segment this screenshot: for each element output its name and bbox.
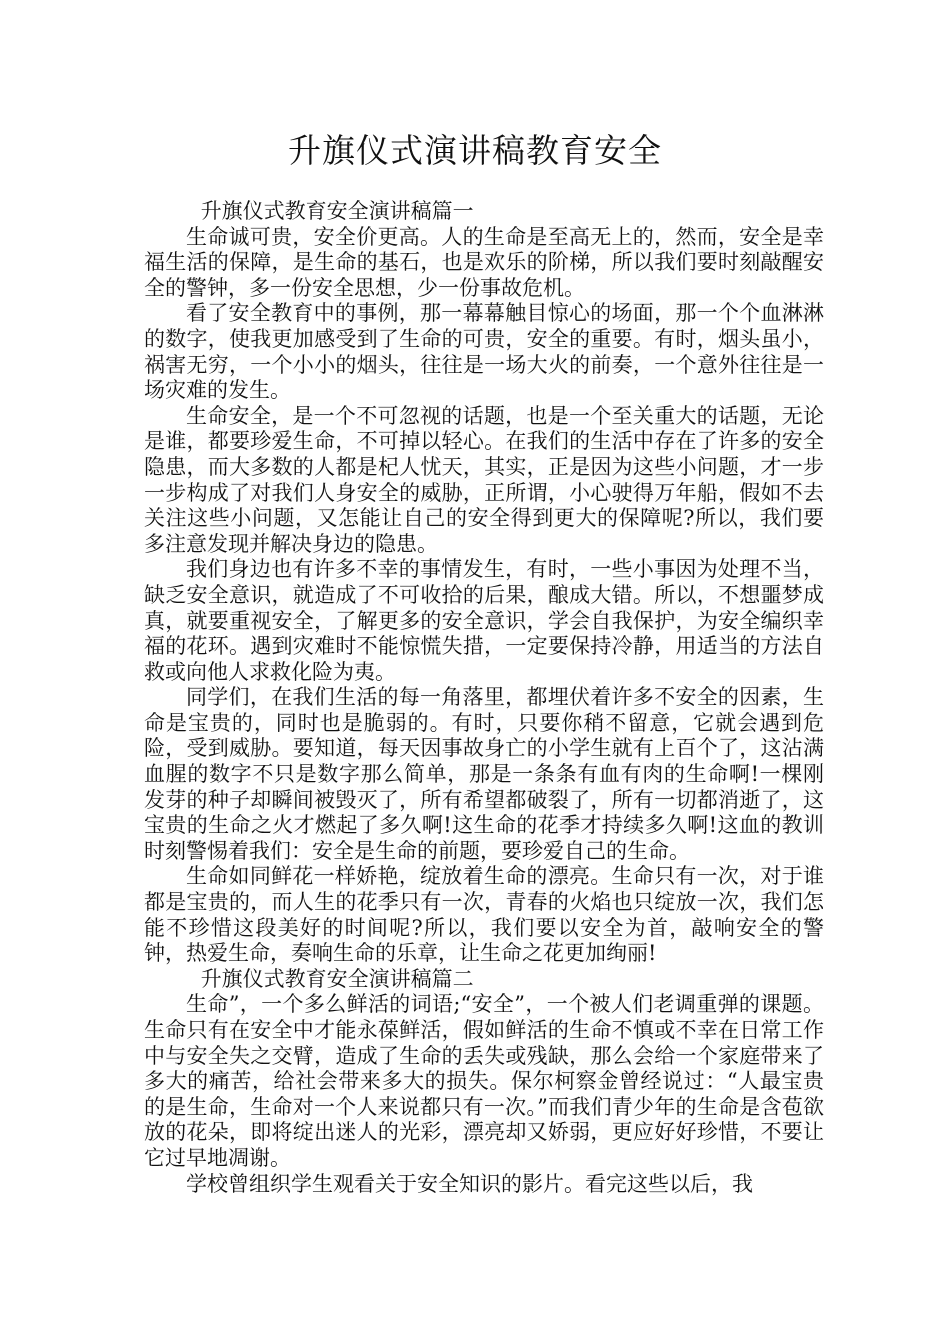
section-heading: 升旗仪式教育安全演讲稿篇二: [200, 966, 474, 991]
paragraph: 生命安全，是一个不可忽视的话题，也是一个至关重大的话题，无论是谁，都要珍爱生命，不可掉以轻心。在我们的生活中存在了许多的安全隐患，而大多数的人都是杞人忧天，其实，正是因为这些小问题，才一步一步构成了对我们人身安全的威胁，正所谓，小心驶得万年船，假如不去关注这些小问题，又怎能让自己的安全得到更大的保障呢?所以，我们要多注意发现并解决身边的隐患。: [144, 403, 824, 556]
paragraph: 生命诚可贵，安全价更高。人的生命是至高无上的，然而，安全是幸福生活的保障，是生命的基石，也是欢乐的阶梯，所以我们要时刻敲醒安全的警钟，多一份安全思想，少一份事故危机。: [144, 224, 824, 300]
document-body: [144, 199, 824, 1197]
paragraph: 我们身边也有许多不幸的事情发生，有时，一些小事因为处理不当，缺乏安全意识，就造成了不可收拾的后果，酿成大错。所以，不想噩梦成真，就要重视安全，了解更多的安全意识，学会自我保护，为安全编织幸福的花环。遇到灾难时不能惊慌失措，一定要保持冷静，用适当的方法自救或向他人求救化险为夷。: [144, 557, 824, 684]
document-title: 升旗仪式演讲稿教育安全: [288, 131, 662, 170]
paragraph: 同学们，在我们生活的每一角落里，都埋伏着许多不安全的因素，生命是宝贵的，同时也是脆弱的。有时，只要你稍不留意，它就会遇到危险，受到威胁。要知道，每天因事故身亡的小学生就有上百个了，这沾满血腥的数字不只是数字那么简单，那是一条条有血有肉的生命啊!一棵刚发芽的种子却瞬间被毁灭了，所有希望都破裂了，所有一切都消逝了，这宝贵的生命之火才燃起了多久啊!这生命的花季才持续多久啊!这血的教训时刻警惕着我们：安全是生命的前题，要珍爱自己的生命。: [144, 685, 824, 863]
paragraph: 学校曾组织学生观看关于安全知识的影片。看完这些以后，我: [186, 1171, 753, 1196]
paragraph: 看了安全教育中的事例，那一幕幕触目惊心的场面，那一个个血淋淋的数字，使我更加感受到了生命的可贵，安全的重要。有时，烟头虽小，祸害无穷，一个小小的烟头，往往是一场大火的前奏，一个意外往往是一场灾难的发生。: [144, 301, 824, 403]
paragraph: 生命如同鲜花一样娇艳，绽放着生命的漂亮。生命只有一次，对于谁都是宝贵的，而人生的花季只有一次，青春的火焰也只绽放一次，我们怎能不珍惜这段美好的时间呢?所以，我们要以安全为首，敲响安全的警钟，热爱生命，奏响生命的乐章，让生命之花更加绚丽!: [144, 864, 824, 966]
paragraph: 生命”，一个多么鲜活的词语;“安全”，一个被人们老调重弹的课题。生命只有在安全中才能永葆鲜活，假如鲜活的生命不慎或不幸在日常工作中与安全失之交臂，造成了生命的丢失或残缺，那么会给一个家庭带来了多大的痛苦，给社会带来多大的损失。保尔柯察金曾经说过：“人最宝贵的是生命，生命对一个人来说都只有一次。”而我们青少年的生命是含苞欲放的花朵，即将绽出迷人的光彩，漂亮却又娇弱，更应好好珍惜，不要让它过早地凋谢。: [144, 992, 824, 1170]
section-heading: 升旗仪式教育安全演讲稿篇一: [200, 199, 474, 223]
